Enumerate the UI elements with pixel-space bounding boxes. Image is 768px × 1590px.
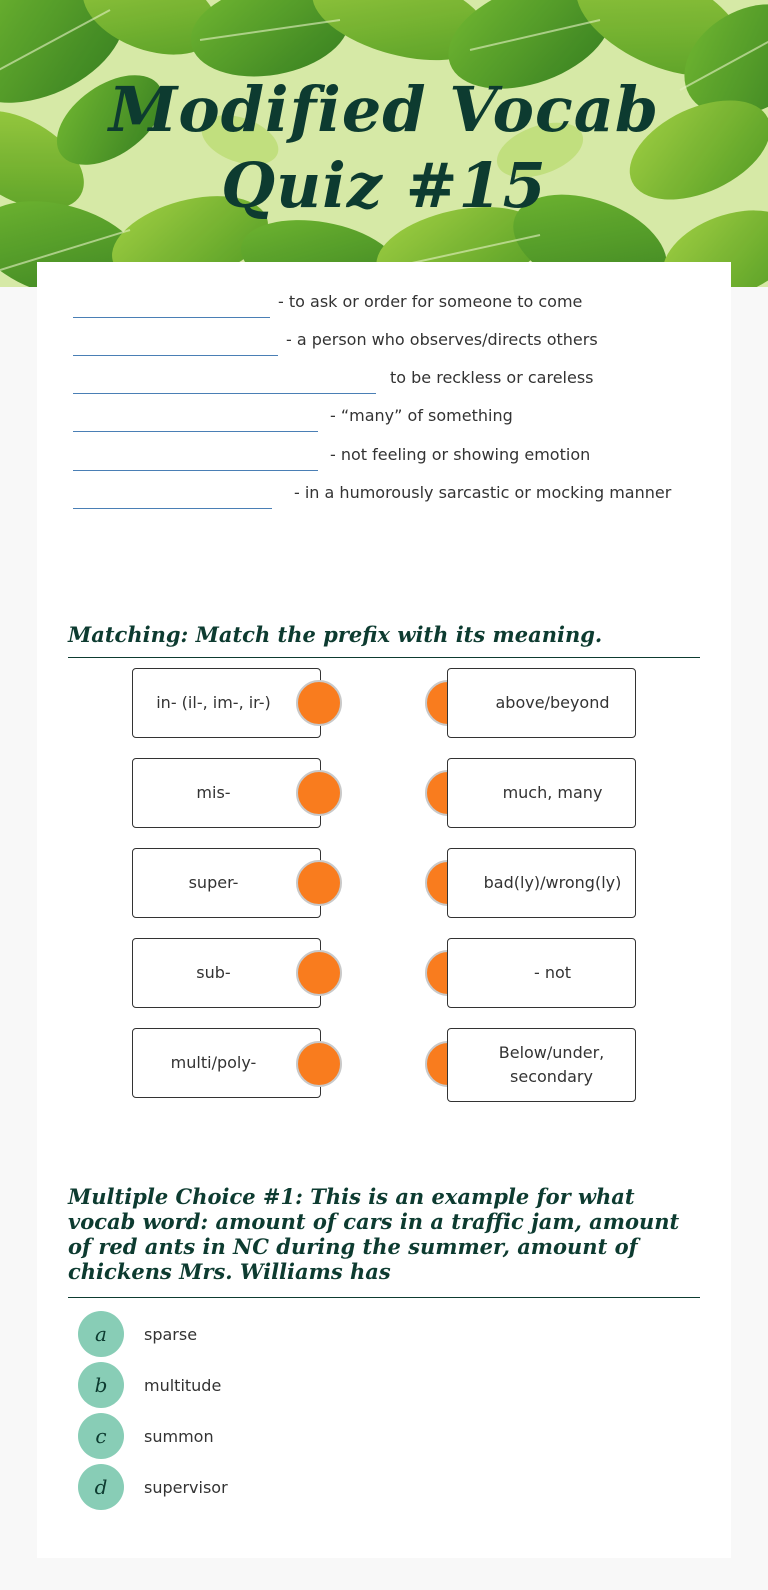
blank-input[interactable]: [73, 317, 270, 318]
match-prefix[interactable]: super-: [132, 848, 321, 918]
blank-input[interactable]: [73, 470, 318, 471]
definition-text: - “many” of something: [330, 406, 513, 425]
match-meaning[interactable]: much, many: [447, 758, 636, 828]
header-banner: [0, 0, 768, 287]
match-prefix[interactable]: multi/poly-: [132, 1028, 321, 1098]
choice-label: summon: [144, 1426, 214, 1446]
match-connector-dot[interactable]: [296, 680, 342, 726]
definition-text: to be reckless or careless: [390, 368, 594, 387]
match-meaning[interactable]: - not: [447, 938, 636, 1008]
match-meaning[interactable]: above/beyond: [447, 668, 636, 738]
choice-letter-badge[interactable]: b: [78, 1362, 124, 1408]
match-meaning[interactable]: bad(ly)/wrong(ly): [447, 848, 636, 918]
fill-in-row: [73, 445, 703, 471]
choice-option[interactable]: [78, 1362, 221, 1408]
match-prefix[interactable]: sub-: [132, 938, 321, 1008]
fill-in-row: [73, 330, 703, 356]
section-divider: [68, 1297, 700, 1298]
blank-input[interactable]: [73, 393, 376, 394]
blank-input[interactable]: [73, 355, 278, 356]
fill-in-row: [73, 368, 703, 394]
choice-letter-badge[interactable]: c: [78, 1413, 124, 1459]
choice-option[interactable]: [78, 1464, 228, 1510]
definition-text: - a person who observes/directs others: [286, 330, 598, 349]
page-title: [0, 72, 768, 224]
blank-input[interactable]: [73, 508, 272, 509]
fill-in-row: [73, 483, 703, 509]
definition-text: - in a humorously sarcastic or mocking manner: [294, 483, 672, 502]
match-prefix[interactable]: mis-: [132, 758, 321, 828]
choice-label: sparse: [144, 1324, 198, 1344]
fill-in-row: [73, 406, 703, 432]
multiple-choice-heading: Multiple Choice #1: This is an example for what vocab word: amount of cars in a traffic jam, amount of red ants in NC during the summer, amount of chickens Mrs. Williams has: [68, 1184, 680, 1284]
choice-label: supervisor: [144, 1477, 228, 1497]
match-connector-dot[interactable]: [296, 950, 342, 996]
definition-text: - to ask or order for someone to come: [278, 292, 583, 311]
match-connector-dot[interactable]: [296, 770, 342, 816]
match-connector-dot[interactable]: [296, 860, 342, 906]
definition-text: - not feeling or showing emotion: [330, 445, 591, 464]
match-meaning[interactable]: Below/under, secondary: [447, 1028, 636, 1102]
choice-option[interactable]: [78, 1311, 197, 1357]
page-title-line-2: Quiz #15: [221, 149, 547, 222]
section-divider: [68, 657, 700, 658]
page-title-line-1: Modified Vocab: [108, 73, 660, 146]
choice-letter-badge[interactable]: a: [78, 1311, 124, 1357]
fill-in-row: [73, 292, 703, 318]
matching-heading: Matching: Match the prefix with its meaning.: [68, 622, 603, 647]
blank-input[interactable]: [73, 431, 318, 432]
match-prefix[interactable]: in- (il-, im-, ir-): [132, 668, 321, 738]
choice-letter-badge[interactable]: d: [78, 1464, 124, 1510]
choice-option[interactable]: [78, 1413, 214, 1459]
choice-label: multitude: [144, 1375, 222, 1395]
match-connector-dot[interactable]: [296, 1041, 342, 1087]
